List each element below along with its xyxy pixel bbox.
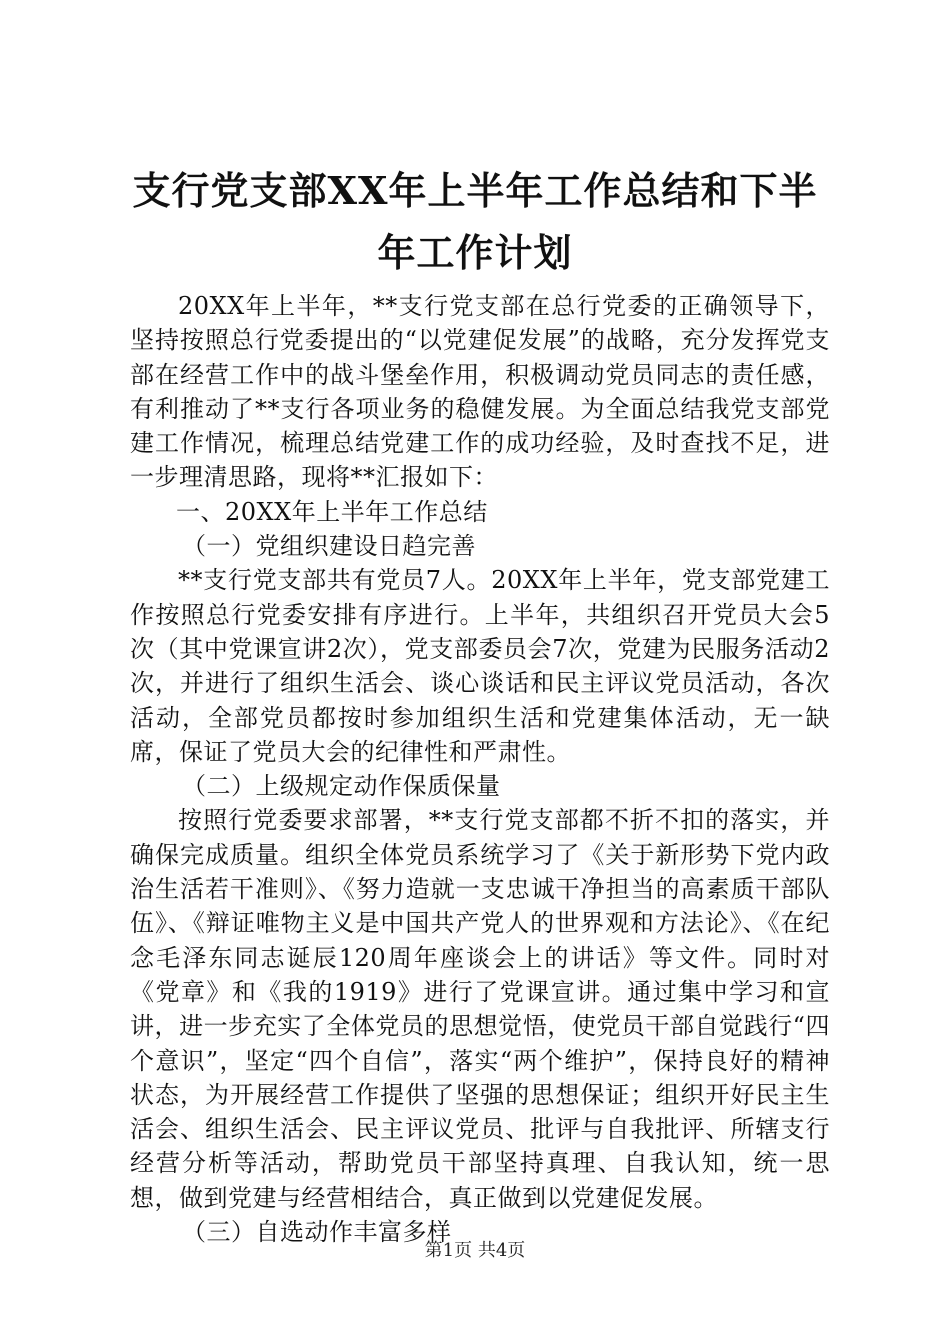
document-body (130, 289, 830, 1249)
subsection-paragraph-2: 按照行党委要求部署，**支行党支部都不折不扣的落实，并确保完成质量。组织全体党员系统学习了《关于新形势下党内政治生活若干准则》、《努力造就一支忠诚干净担当的高素质干部队伍》、《辩证唯物主义是中国共产党人的世界观和方法论》、《在纪念毛泽东同志诞辰120周年座谈会上的讲话》等文件。同时对《党章》和《我的1919》进行了党课宣讲。通过集中学习和宣讲，进一步充实了全体党员的思想觉悟，使党员干部自觉践行“四个意识”，坚定“四个自信”，落实“两个维护”，保持良好的精神状态，为开展经营工作提供了坚强的思想保证；组织开好民主生活会、组织生活会、民主评议党员、批评与自我批评、所辖支行经营分析等活动，帮助党员干部坚持真理、自我认知，统一思想，做到党建与经营相结合，真正做到以党建促发展。 (130, 806, 830, 1212)
page-footer: 第1页 共4页 (424, 1240, 526, 1261)
intro-paragraph: 20XX年上半年，**支行党支部在总行党委的正确领导下，坚持按照总行党委提出的“以党建促发展”的战略，充分发挥党支部在经营工作中的战斗堡垒作用，积极调动党员同志的责任感，有利推动了**支行各项业务的稳健发展。为全面总结我党支部党建工作情况，梳理总结党建工作的成功经验，及时查找不足，进一步理清思路，现将**汇报如下： (130, 292, 830, 492)
subsection-heading-2: （二）上级规定动作保质保量 (182, 772, 501, 801)
subsection-heading-1: （一）党组织建设日趋完善 (182, 532, 476, 561)
subsection-heading-3: （三）自选动作丰富多样 (182, 1218, 452, 1247)
subsection-paragraph-1: **支行党支部共有党员7人。20XX年上半年，党支部党建工作按照总行党委安排有序进行。上半年，共组织召开党员大会5次（其中党课宣讲2次），党支部委员会7次，党建为民服务活动2次，并进行了组织生活会、谈心谈话和民主评议党员活动，各次活动，全部党员都按时参加组织生活和党建集体活动，无一缺席，保证了党员大会的纪律性和严肃性。 (130, 566, 830, 766)
section-heading-1: 一、20XX年上半年工作总结 (176, 497, 488, 526)
document-title: 支行党支部XX年上半年工作总结和下半年工作计划 (132, 168, 818, 275)
